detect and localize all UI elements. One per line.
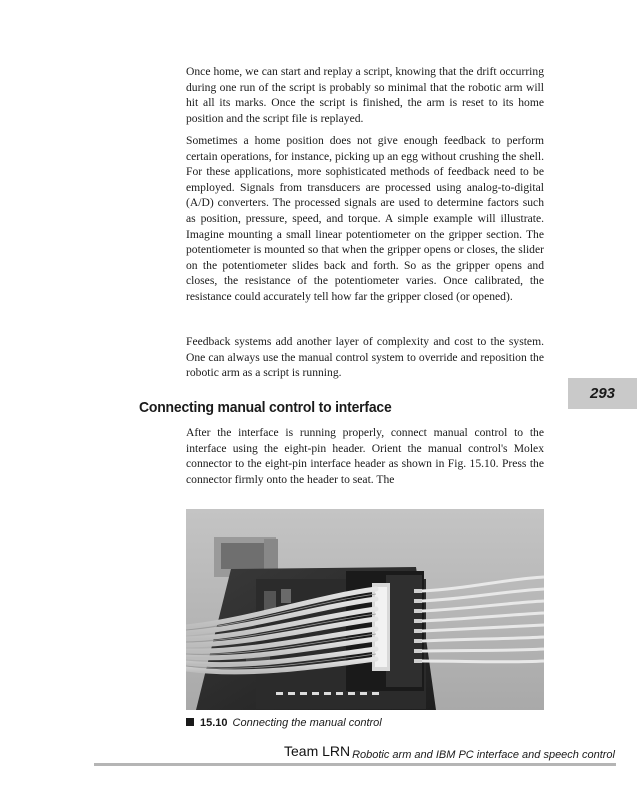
connector-photo-illustration (186, 509, 544, 710)
figure-number: 15.10 (200, 717, 228, 729)
body-paragraph: Once home, we can start and replay a script, knowing that the drift occurring during one run of the script is probably so minimal that the robotic arm will hit all its marks. Once the script is finished, the arm is reset to its home position and the script file is replayed. (186, 65, 544, 125)
figure-caption (186, 717, 382, 729)
body-paragraph: After the interface is running properly, connect manual control to the interface using the eight-pin header. Orient the manual control's Molex connector to the eight-pin interface header as shown in Fig. 15.10. Press the connector firmly onto the header to seat. The (186, 426, 544, 486)
caption-bullet-icon (186, 718, 194, 726)
section-heading: Connecting manual control to interface (139, 399, 392, 416)
watermark-text: Team LRN (284, 743, 351, 759)
body-paragraph: Sometimes a home position does not give enough feedback to perform certain operations, for instance, picking up an egg without crushing the shell. For these applications, more sophisticated methods of feedback need to be employed. Signals from transducers are processed using analog-to-digital (A/D) converters. The processed signals are used to determine factors such as position, pressure, speed, and torque. A simple example will illustrate. Imagine mounting a small linear potentiometer on the gripper section. The potentiometer is mounted so that when the gripper opens or closes, the slider on the potentiometer slides back and forth. So as the gripper opens and closes, the resistance of the potentiometer varies. Once calibrated, the resistance could accurately tell how far the gripper closed (or opened). (186, 134, 544, 303)
figure-photo (186, 509, 544, 710)
page-number-tab (568, 378, 637, 409)
figure-caption-text: Connecting the manual control (232, 717, 382, 729)
footer-rule (94, 763, 616, 766)
body-paragraph: Feedback systems add another layer of complexity and cost to the system. One can always use the manual control system to override and reposition the robotic arm as a script is running. (186, 335, 544, 380)
page-number: 293 (589, 385, 616, 402)
running-footer-title: Robotic arm and IBM PC interface and speech control (352, 749, 615, 761)
